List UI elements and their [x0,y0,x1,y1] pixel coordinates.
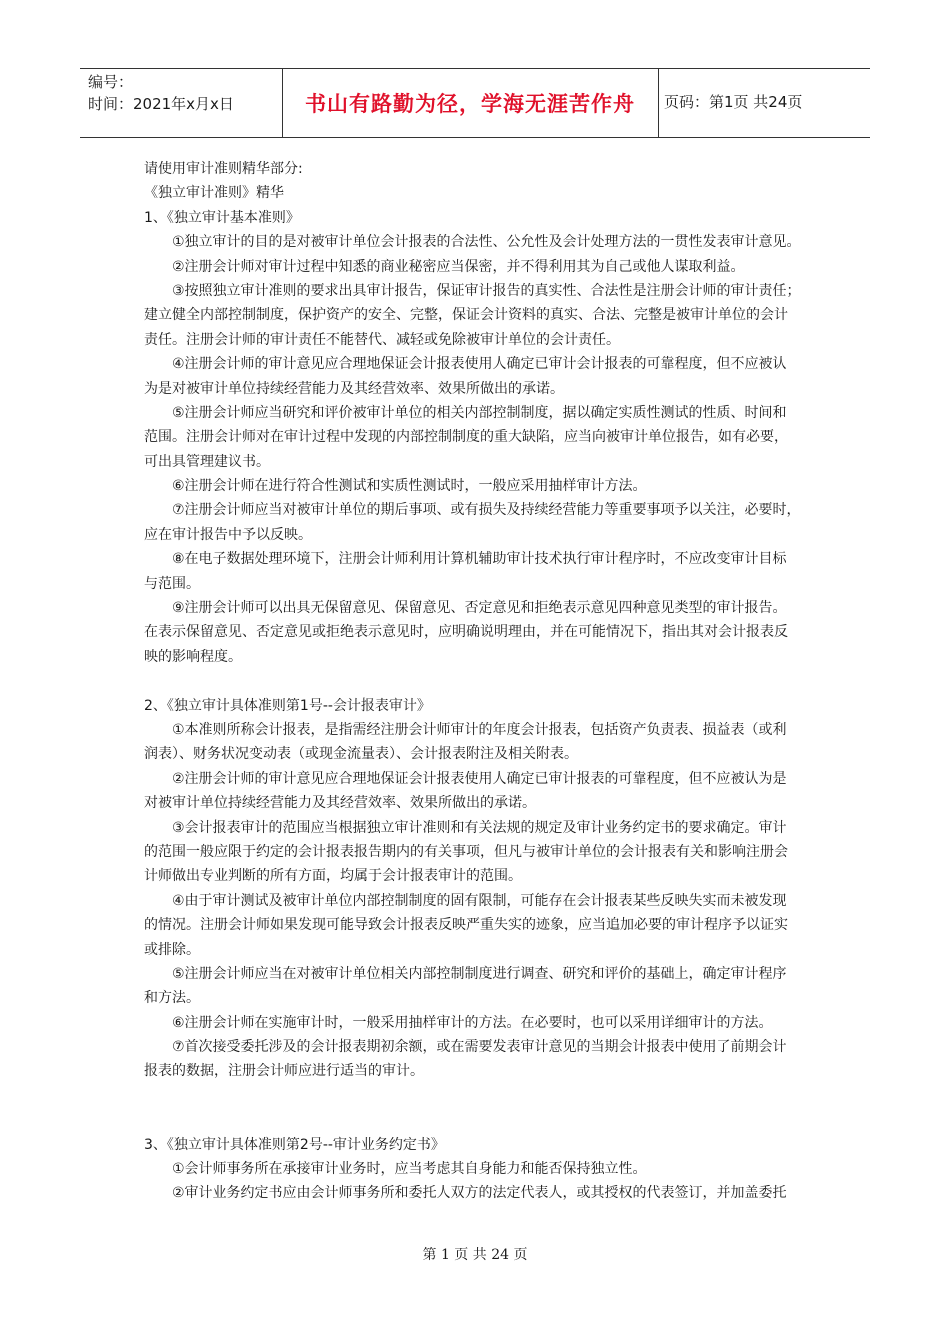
header-motto: 书山有路勤为径，学海无涯苦作舟 [305,92,635,116]
paragraph-line: ⑤注册会计师应当研究和评价被审计单位的相关内部控制制度，据以确定实质性测试的性质、时间和 [172,404,787,421]
paragraph-line: 映的影响程度。 [144,648,242,665]
paragraph-line: ①本准则所称会计报表，是指需经注册会计师审计的年度会计报表，包括资产负责表、损益表（或利 [172,721,787,738]
paragraph-line: ⑦首次接受委托涉及的会计报表期初余额，或在需要发表审计意见的当期会计报表中使用了前期会计 [172,1039,787,1056]
paragraph-line: ⑥注册会计师在实施审计时，一般采用抽样审计的方法。在必要时，也可以采用详细审计的方法。 [172,1014,773,1031]
paragraph-line: 的范围一般应限于约定的会计报表报告期内的有关事项，但凡与被审计单位的会计报表有关和影响注册会 [144,843,788,860]
paragraph-line: 与范围。 [144,575,200,592]
paragraph-line: ④注册会计师的审计意见应合理地保证会计报表使用人确定已审计会计报表的可靠程度，但不应被认 [172,356,787,373]
paragraph-line: ③会计报表审计的范围应当根据独立审计准则和有关法规的规定及审计业务约定书的要求确定。审计 [172,819,787,836]
paragraph-line: 和方法。 [144,990,200,1007]
paragraph-line: ②注册会计师对审计过程中知悉的商业秘密应当保密，并不得利用其为自己或他人谋取利益。 [172,258,745,275]
paragraph-line: 为是对被审计单位持续经营能力及其经营效率、效果所做出的承诺。 [144,380,564,397]
paragraph-line: ②注册会计师的审计意见应合理地保证会计报表使用人确定已审计报表的可靠程度，但不应被认为是 [172,770,787,787]
paragraph-line: ④由于审计测试及被审计单位内部控制制度的固有限制，可能存在会计报表某些反映失实而未被发现 [172,892,787,909]
paragraph-line: 《独立审计准则》精华 [144,185,284,202]
paragraph-line: ⑤注册会计师应当在对被审计单位相关内部控制制度进行调查、研究和评价的基础上，确定审计程序 [172,965,787,982]
time-label: 时间：2021年x月x日 [88,95,234,113]
blank-line [144,1084,810,1108]
paragraph-line: 可出具管理建议书。 [144,453,270,470]
paragraph-line: 1、《独立审计基本准则》 [144,209,300,226]
paragraph-line: ⑨注册会计师可以出具无保留意见、保留意见、否定意见和拒绝表示意见四种意见类型的审计报告。 [172,600,787,617]
paragraph-line: ⑧在电子数据处理环境下，注册会计师利用计算机辅助审计技术执行审计程序时，不应改变审计目标 [172,551,787,568]
paragraph-line: 润表）、财务状况变动表（或现金流量表）、会计报表附注及相关附表。 [144,746,578,763]
header-page-info: 页码：第1页 共24页 [664,93,803,111]
document-body [144,157,810,1206]
paragraph-line: ⑥注册会计师在进行符合性测试和实质性测试时，一般应采用抽样审计方法。 [172,478,647,495]
paragraph-line: ③按照独立审计准则的要求出具审计报告，保证审计报告的真实性、合法性是注册会计师的审计责任； [172,282,801,299]
header-divider [658,69,659,137]
blank-line [144,1108,810,1132]
header-meta [88,71,278,115]
blank-line [144,669,810,693]
paragraph-line: 责任。注册会计师的审计责任不能替代、减轻或免除被审计单位的会计责任。 [144,331,620,348]
paragraph-line: 应在审计报告中予以反映。 [144,526,312,543]
paragraph-line: 计师做出专业判断的所有方面，均属于会计报表审计的范围。 [144,868,522,885]
paragraph-line: 3、《独立审计具体准则第2号--审计业务约定书》 [144,1136,445,1153]
paragraph-line: ①会计师事务所在承接审计业务时，应当考虑其自身能力和能否保持独立性。 [172,1161,647,1178]
paragraph-line: ②审计业务约定书应由会计师事务所和委托人双方的法定代表人，或其授权的代表签订，并加盖委托 [172,1185,787,1202]
code-label: 编号： [88,73,134,91]
paragraph-line: 请使用审计准则精华部分: [144,161,303,177]
paragraph-line: 2、《独立审计具体准则第1号--会计报表审计》 [144,697,431,714]
paragraph-line: 的情况。注册会计师如果发现可能导致会计报表反映严重失实的迹象，应当追加必要的审计程序予以证实 [144,917,788,934]
page-footer: 第 1 页 共 24 页 [422,1247,528,1263]
paragraph-line: 在表示保留意见、否定意见或拒绝表示意见时，应明确说明理由，并在可能情况下，指出其对会计报表反 [144,624,788,641]
paragraph-line: ⑦注册会计师应当对被审计单位的期后事项、或有损失及持续经营能力等重要事项予以关注，必要时， [172,502,801,519]
page-header [80,68,870,138]
paragraph-line: 或排除。 [144,941,200,958]
paragraph-line: 建立健全内部控制制度，保护资产的安全、完整，保证会计资料的真实、合法、完整是被审计单位的会计 [144,307,788,324]
paragraph-line: 对被审计单位持续经营能力及其经营效率、效果所做出的承诺。 [144,795,536,812]
paragraph-line: 范围。注册会计师对在审计过程中发现的内部控制制度的重大缺陷，应当向被审计单位报告，如有必要， [144,429,788,446]
paragraph-line: 报表的数据，注册会计师应进行适当的审计。 [144,1063,424,1080]
paragraph-line: ①独立审计的目的是对被审计单位会计报表的合法性、公允性及会计处理方法的一贯性发表审计意见。 [172,234,801,251]
